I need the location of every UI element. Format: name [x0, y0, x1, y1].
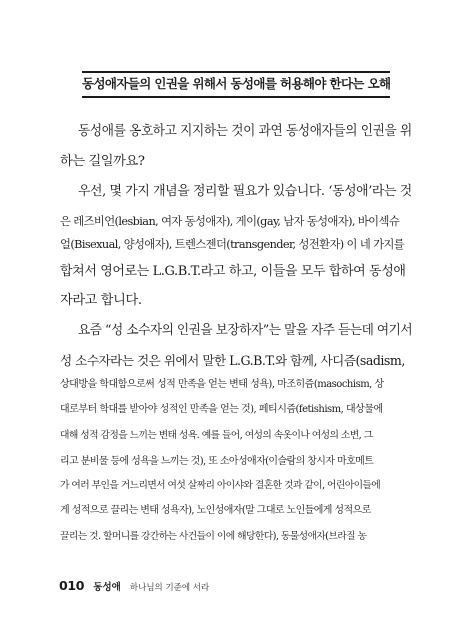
- body-line: 대로부터 학대를 받아야 성적인 만족을 얻는 것), 페티시즘(fetishism, 대상물에: [60, 404, 383, 415]
- body-line: 가 여러 부인을 거느리면서 여섯 살짜리 아이샤와 결혼한 것과 같이, 어린아이들에: [60, 480, 381, 491]
- body-line: 성 소수자라는 것은 위에서 말한 L.G.B.T.와 함께, 사디즘(sadism,: [60, 353, 405, 368]
- body-line: 상대방을 학대함으로써 성적 만족을 얻는 변태 성욕), 마조히즘(masochism, 상: [60, 379, 384, 390]
- body-line: 게 성적으로 끌리는 변태 성욕자), 노인성애자(말 그대로 노인들에게 성적으로: [60, 505, 371, 516]
- body-line: 합쳐서 영어로는 L.G.B.T.라고 하고, 이들을 모두 합하여 동성애: [60, 264, 406, 279]
- running-subtitle: 하나님의 기준에 서라: [129, 583, 210, 593]
- page-footer: [59, 578, 209, 595]
- body-line: 요즘 “성 소수자의 인권을 보장하자”는 말을 자주 듣는데 여기서: [78, 323, 413, 338]
- heading-top-rule: [82, 71, 390, 73]
- body-line: 리고 분비물 등에 성욕을 느끼는 것), 또 소아성애자(이슬람의 창시자 마호메트: [60, 456, 374, 467]
- body-line: 은 레즈비언(lesbian, 여자 동성애자), 게이(gay, 남자 동성애자), 바이섹슈: [60, 215, 400, 228]
- page-number: 010: [59, 578, 85, 593]
- heading-bottom-rule: [82, 96, 390, 98]
- body-line: 끌리는 것. 할머니를 강간하는 사건들이 이에 해당한다), 동물성애자(브라질 농: [60, 531, 367, 542]
- body-line: 동성애를 옹호하고 지지하는 것이 과연 동성애자들의 인권을 위: [78, 124, 412, 139]
- body-line: 우선, 몇 가지 개념을 정리할 필요가 있습니다. ‘동성애’라는 것: [78, 184, 412, 199]
- body-line: 자라고 합니다.: [60, 293, 142, 308]
- body-line: 얼(Bisexual, 양성애자), 트렌스젠더(transgender, 성전환자) 이 네 가지를: [60, 238, 405, 251]
- running-book-title: 동성애: [93, 582, 121, 593]
- body-line: 하는 길일까요?: [60, 154, 145, 169]
- body-line: 대해 성적 감정을 느끼는 변태 성욕. 예를 들어, 여성의 속옷이나 여성의 소변, 그: [60, 430, 373, 441]
- section-heading: 동성애자들의 인권을 위해서 동성애를 허용해야 한다는 오해: [82, 76, 391, 91]
